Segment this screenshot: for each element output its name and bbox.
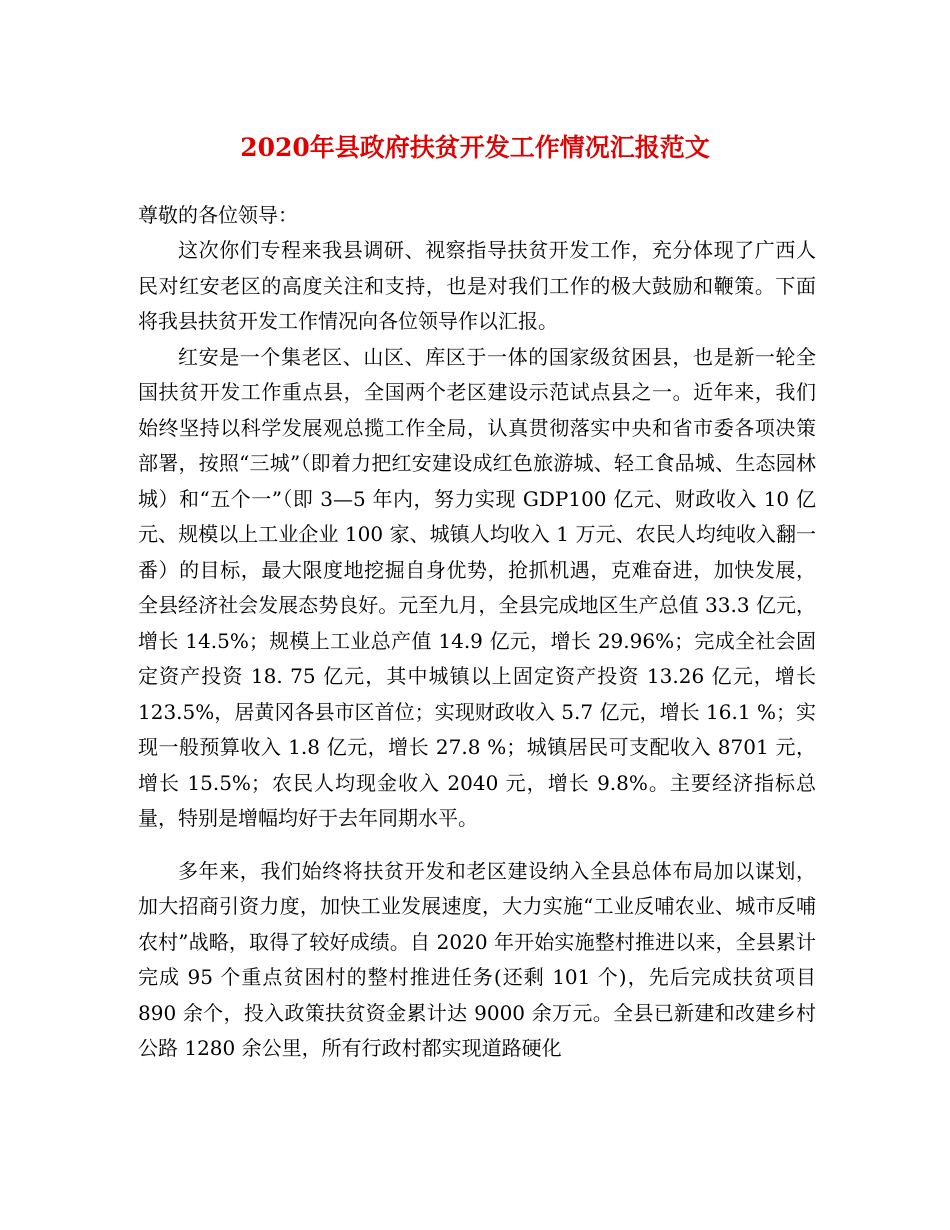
- document-title: 2020年县政府扶贫开发工作情况汇报范文: [240, 133, 710, 162]
- greeting-line: 尊敬的各位领导：: [138, 203, 298, 227]
- paragraph-achievements: 多年来，我们始终将扶贫开发和老区建设纳入全县总体布局加以谋划，加大招商引资力度，加快工业发展速度，大力实施“工业反哺农业、城市反哺农村”战略，取得了较好成绩。自 2020 年开始实施整村推进以来，全县累计完成 95 个重点贫困村的整村推进任务(还剩 101 个)，先后完成扶贫项目 890 余个，投入政策扶贫资金累计达 9000 余万元。全县已新建和改建乡村公路 1280 余公里，所有行政村都实现道路硬化: [138, 858, 816, 1060]
- paragraph-intro: 这次你们专程来我县调研、视察指导扶贫开发工作，充分体现了广西人民对红安老区的高度关注和支持，也是对我们工作的极大鼓励和鞭策。下面将我县扶贫开发工作情况向各位领导作以汇报。: [138, 238, 816, 333]
- paragraph-overview: 红安是一个集老区、山区、库区于一体的国家级贫困县，也是新一轮全国扶贫开发工作重点县，全国两个老区建设示范试点县之一。近年来，我们始终坚持以科学发展观总揽工作全局，认真贯彻落实中央和省市委各项决策部署，按照“三城”（即着力把红安建设成红色旅游城、轻工食品城、生态园林城）和“五个一”（即 3—5 年内，努力实现 GDP100 亿元、财政收入 10 亿元、规模以上工业企业 100 家、城镇人均收入 1 万元、农民人均纯收入翻一番）的目标，最大限度地挖掘自身优势，抢抓机遇，克难奋进，加快发展，全县经济社会发展态势良好。元至九月，全县完成地区生产总值 33.3 亿元，增长 14.5%；规模上工业总产值 14.9 亿元，增长 29.96%；完成全社会固定资产投资 18. 75 亿元，其中城镇以上固定资产投资 13.26 亿元，增长 123.5%，居黄冈各县市区首位；实现财政收入 5.7 亿元，增长 16.1 %；实现一般预算收入 1.8 亿元，增长 27.8 %；城镇居民可支配收入 8701 元，增长 15.5%；农民人均现金收入 2040 元，增长 9.8%。主要经济指标总量，特别是增幅均好于去年同期水平。: [138, 344, 816, 830]
- document-body: [138, 198, 816, 1067]
